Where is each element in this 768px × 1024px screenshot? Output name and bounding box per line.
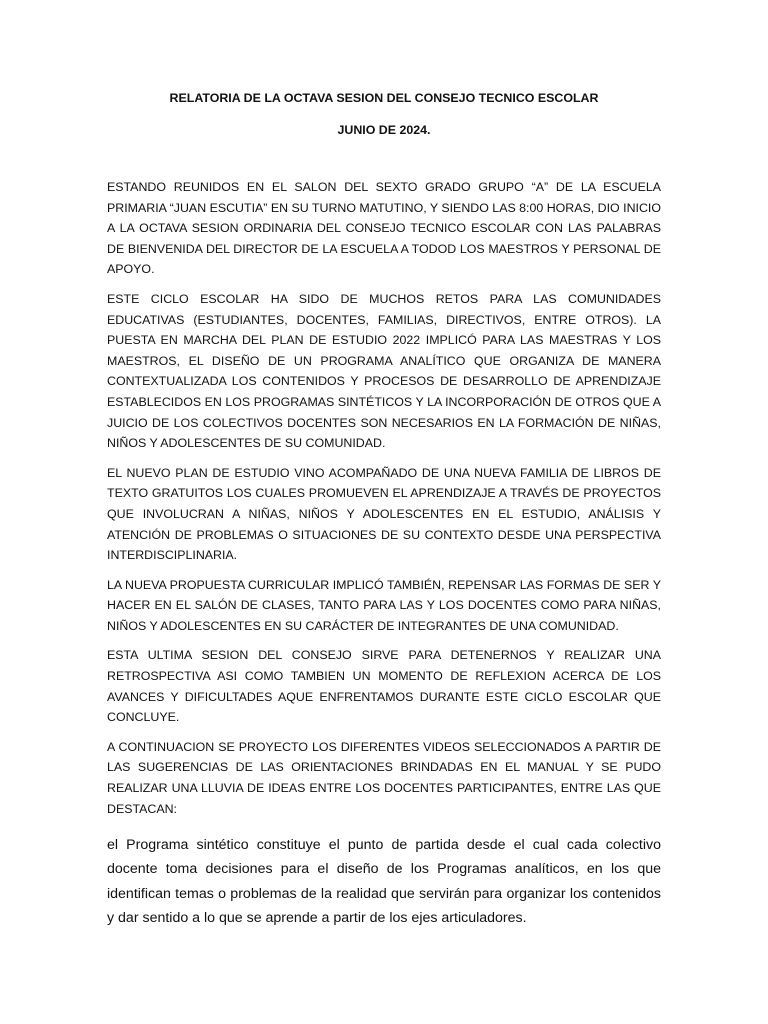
paragraph-videos: A CONTINUACION SE PROYECTO LOS DIFERENTES VIDEOS SELECCIONADOS A PARTIR DE LAS SUGERENCIAS DE LAS ORIENTACIONES BRINDADAS EN EL MANUAL Y SE PUDO REALIZAR UNA LLUVIA DE IDEAS ENTRE LOS DOCENTES PARTICIPANTES, ENTRE LAS QUE DESTACAN: xyxy=(107,739,661,816)
paragraph-opening: ESTANDO REUNIDOS EN EL SALON DEL SEXTO GRADO GRUPO “A” DE LA ESCUELA PRIMARIA “JUAN ESCUTIA” EN SU TURNO MATUTINO, Y SIENDO LAS 8:00 HORAS, DIO INICIO A LA OCTAVA SESION ORDINARIA DEL CONSEJO TECNICO ESCOLAR CON LAS PALABRAS DE BIENVENIDA DEL DIRECTOR DE LA ESCUELA A TODOD LOS MAESTROS Y PERSONAL DE APOYO. xyxy=(107,180,662,277)
paragraph-new-plan: EL NUEVO PLAN DE ESTUDIO VINO ACOMPAÑADO DE UNA NUEVA FAMILIA DE LIBROS DE TEXTO GRATUITOS LOS CUALES PROMUEVEN EL APRENDIZAJE A TRAVÉS DE PROYECTOS QUE INVOLUCRAN A NIÑAS, NIÑOS Y ADOLESCENTES EN EL ESTUDIO, ANÁLISIS Y ATENCIÓN DE PROBLEMAS O SITUACIONES DE SU CONTEXTO DESDE UNA PERSPECTIVA INTERDISCIPLINARIA. xyxy=(107,465,661,563)
paragraph-curricular-proposal: LA NUEVA PROPUESTA CURRICULAR IMPLICÓ TAMBIÉN, REPENSAR LAS FORMAS DE SER Y HACER EN EL SALÓN DE CLASES, TANTO PARA LAS Y LOS DOCENTES COMO PARA NIÑAS, NIÑOS Y ADOLESCENTES EN SU CARÁCTER DE INTEGRANTES DE UNA COMUNIDAD. xyxy=(107,577,661,633)
paragraph-synthetic-program: el Programa sintético constituye el punto de partida desde el cual cada colectivo docente toma decisiones para el diseño de los Programas analíticos, en los que identifican temas o problemas de la realidad que servirán para organizar los contenidos y dar sentido a lo que se aprende a partir de los ejes articuladores. xyxy=(107,837,661,926)
document-page xyxy=(107,88,661,930)
paragraph-school-cycle: ESTE CICLO ESCOLAR HA SIDO DE MUCHOS RETOS PARA LAS COMUNIDADES EDUCATIVAS (ESTUDIANTES, DOCENTES, FAMILIAS, DIRECTIVOS, ENTRE OTROS). LA PUESTA EN MARCHA DEL PLAN DE ESTUDIO 2022 IMPLICÓ PARA LAS MAESTRAS Y LOS MAESTROS, EL DISEÑO DE UN PROGRAMA ANALÍTICO QUE ORGANIZA DE MANERA CONTEXTUALIZADA LOS CONTENIDOS Y PROCESOS DE DESARROLLO DE APRENDIZAJE ESTABLECIDOS EN LOS PROGRAMAS SINTÉTICOS Y LA INCORPORACIÓN DE OTROS QUE A JUICIO DE LOS COLECTIVOS DOCENTES SON NECESARIOS EN LA FORMACIÓN DE NIÑAS, NIÑOS Y ADOLESCENTES DE SU COMUNIDAD. xyxy=(107,291,661,451)
document-date: JUNIO DE 2024. xyxy=(337,123,431,137)
paragraph-last-session: ESTA ULTIMA SESION DEL CONSEJO SIRVE PARA DETENERNOS Y REALIZAR UNA RETROSPECTIVA ASI COMO TAMBIEN UN MOMENTO DE REFLEXION ACERCA DE LOS AVANCES Y DIFICULTADES AQUE ENFRENTAMOS DURANTE ESTE CICLO ESCOLAR QUE CONCLUYE. xyxy=(107,648,661,725)
document-title: RELATORIA DE LA OCTAVA SESION DEL CONSEJO TECNICO ESCOLAR xyxy=(169,91,599,105)
